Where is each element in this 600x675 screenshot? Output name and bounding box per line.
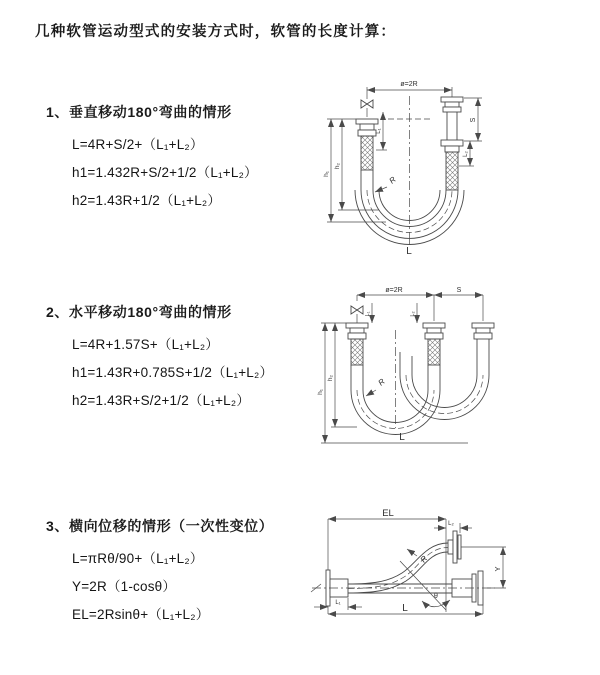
d2-left-braid-section	[351, 339, 363, 365]
d2-middle-braid-section	[428, 339, 440, 365]
d2-length-label: L	[399, 432, 405, 443]
formula-el: EL=2Rsinθ+（L₁+L₂）	[72, 607, 210, 622]
d2-s-dim-label: S	[456, 287, 462, 294]
d2-middle-flange	[423, 323, 445, 339]
formula-length: L=πRθ/90+（L₁+L₂）	[72, 551, 204, 566]
d2-right-flange	[472, 323, 494, 339]
section-3-heading: 3、横向位移的情形（一次性变位）	[46, 518, 274, 534]
formula-h1: h1=1.43R+0.785S+1/2（L₁+L₂）	[72, 365, 274, 380]
d2-width-dim-label: ø=2R	[385, 287, 403, 294]
d3-radius-label: R	[418, 554, 430, 565]
d1-left-flange	[356, 119, 378, 136]
diagram-vertical-bend	[323, 81, 482, 257]
d2-l1-dim-label: L₁	[365, 311, 371, 317]
formula-y: Y=2R（1-cosθ）	[72, 579, 177, 594]
d2-h2-dim-label: h₂	[327, 374, 334, 382]
d3-el-dim-label: EL	[382, 508, 394, 519]
d1-l1-dim-label: L₁	[376, 128, 382, 134]
d1-right-upper-flange	[441, 97, 463, 112]
diagram-horizontal-bend	[317, 287, 494, 443]
d3-length-label: L	[402, 603, 408, 614]
section-1-heading: 1、垂直移动180°弯曲的情形	[46, 104, 232, 120]
d1-right-braid-section	[446, 152, 458, 190]
d2-radius-label: R	[376, 376, 387, 388]
d1-width-dim-label: ø=2R	[400, 81, 418, 88]
page-title: 几种软管运动型式的安装方式时，软管的长度计算：	[35, 24, 397, 40]
d2-left-flange	[346, 323, 368, 339]
d3-hose-curve	[348, 543, 448, 593]
d1-s-dim-label: S	[470, 117, 477, 123]
valve-icon	[351, 306, 363, 314]
d2-l2-dim-label: L₂	[410, 311, 416, 317]
d1-left-braid-section	[361, 136, 373, 170]
d1-l2-dim-label: L₂	[463, 151, 469, 157]
formula-h1: h1=1.432R+S/2+1/2（L₁+L₂）	[72, 165, 258, 180]
d1-right-lower-flange	[441, 140, 463, 152]
formula-length: L=4R+1.57S+（L₁+L₂）	[72, 337, 219, 352]
section-2-heading: 2、水平移动180°弯曲的情形	[46, 304, 232, 320]
diagram-lateral-displacement	[311, 508, 506, 614]
formula-length: L=4R+S/2+（L₁+L₂）	[72, 137, 204, 152]
d3-theta-label: θ	[434, 593, 438, 600]
valve-icon	[361, 100, 373, 108]
d2-u-bend-position2	[400, 375, 489, 420]
d1-length-label: L	[406, 246, 412, 257]
d3-y-dim-label: Y	[493, 566, 502, 572]
d1-h2-dim-label: h₂	[334, 162, 341, 170]
d3-l1-dim-label: L₁	[335, 600, 341, 606]
d2-h1-dim-label: h₁	[317, 389, 324, 395]
formula-h2: h2=1.43R+S/2+1/2（L₁+L₂）	[72, 393, 251, 408]
formula-h2: h2=1.43R+1/2（L₁+L₂）	[72, 193, 222, 208]
d3-l2-dim-label: L₂	[448, 521, 454, 527]
d3-upper-flange	[448, 531, 461, 563]
d1-h1-dim-label: h₁	[323, 171, 330, 177]
d1-radius-label: R	[387, 174, 398, 186]
